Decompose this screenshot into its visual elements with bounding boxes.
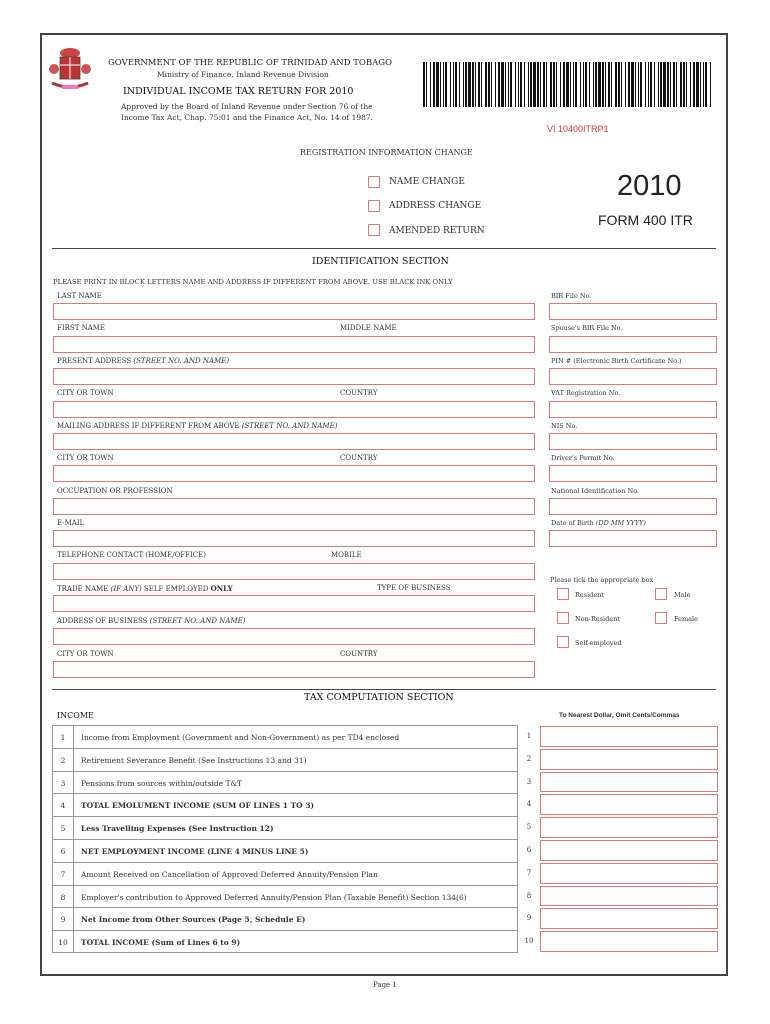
address-change-label: ADDRESS CHANGE — [389, 201, 482, 211]
column-divider — [73, 749, 74, 771]
tax-line-description: Income from Employment (Government and Non-Government) as per TD4 enclosed — [81, 733, 400, 742]
tick-instruction: Please tick the appropriate box — [550, 576, 654, 584]
tax-row — [52, 793, 518, 816]
column-divider — [73, 772, 74, 794]
national-id-label: National Identification No. — [551, 487, 640, 495]
tax-amount-field[interactable] — [540, 726, 718, 747]
tax-line-description: Less Travelling Expenses (See Instruction 12) — [81, 824, 274, 834]
tax-line-number: 9 — [60, 915, 66, 925]
nearest-dollar-note: To Nearest Dollar, Omit Cents/Commas — [559, 712, 680, 719]
present-address-label: PRESENT ADDRESS (STREET NO. AND NAME) — [57, 357, 230, 365]
resident-checkbox[interactable] — [557, 588, 569, 600]
business-type-label: TYPE OF BUSINESS — [377, 584, 451, 592]
tax-row — [52, 748, 518, 771]
tax-amount-field[interactable] — [540, 908, 718, 929]
mailing-city-label: CITY OR TOWN — [57, 454, 114, 462]
address-change-checkbox[interactable] — [368, 200, 380, 212]
tax-amount-field[interactable] — [540, 863, 718, 884]
city-country-field[interactable] — [53, 401, 535, 418]
tax-row — [52, 907, 518, 930]
tax-line-ref-number: 9 — [526, 914, 532, 923]
tax-line-ref-number: 10 — [524, 937, 534, 946]
divider — [52, 248, 716, 249]
tax-amount-field[interactable] — [540, 772, 718, 793]
tax-line-ref-number: 7 — [526, 868, 532, 877]
column-divider — [73, 886, 74, 908]
tax-amount-field[interactable] — [540, 840, 718, 861]
selfemployed-checkbox[interactable] — [557, 636, 569, 648]
female-label: Female — [674, 615, 698, 623]
tax-line-description: Net Income from Other Sources (Page 5, Schedule E) — [81, 915, 306, 925]
present-address-field[interactable] — [53, 368, 535, 385]
country-label: COUNTRY — [340, 389, 378, 397]
barcode — [423, 62, 716, 107]
male-label: Male — [674, 591, 691, 599]
tax-line-ref-number: 3 — [526, 777, 532, 786]
column-divider — [73, 817, 74, 839]
amended-return-label: AMENDED RETURN — [389, 226, 485, 236]
mobile-label: MOBILE — [331, 551, 362, 559]
column-divider — [73, 840, 74, 862]
last-name-label: LAST NAME — [57, 292, 102, 300]
tax-row — [52, 816, 518, 839]
business-city-country-field[interactable] — [53, 661, 535, 678]
registration-change-heading: REGISTRATION INFORMATION CHANGE — [300, 148, 473, 157]
bir-field[interactable] — [549, 303, 717, 320]
tax-amount-field[interactable] — [540, 749, 718, 770]
tax-line-number: 2 — [60, 755, 66, 765]
business-address-field[interactable] — [53, 628, 535, 645]
tax-line-ref-number: 1 — [526, 732, 532, 740]
column-divider — [73, 908, 74, 930]
business-country-label: COUNTRY — [340, 650, 378, 658]
tax-table — [52, 725, 718, 955]
business-address-label: ADDRESS OF BUSINESS (STREET NO. AND NAME) — [57, 617, 246, 625]
vat-label: VAT Registration No. — [551, 389, 621, 397]
telephone-field[interactable] — [53, 563, 535, 580]
name-change-checkbox[interactable] — [368, 176, 380, 188]
tax-line-ref-number: 6 — [526, 846, 532, 854]
ministry-line: Ministry of Finance, Inland Revenue Division — [157, 70, 329, 79]
coat-of-arms-logo — [48, 45, 92, 95]
column-divider — [73, 726, 74, 748]
last-name-field[interactable] — [53, 303, 535, 320]
tax-line-description: NET EMPLOYMENT INCOME (LINE 4 MINUS LINE 5) — [81, 847, 309, 856]
name-change-label: NAME CHANGE — [389, 177, 465, 187]
form-name: FORM 400 ITR — [598, 212, 693, 228]
city-label: CITY OR TOWN — [57, 389, 114, 397]
mailing-address-field[interactable] — [53, 433, 535, 450]
permit-label: Driver's Permit No. — [551, 454, 615, 462]
approval-line-2: Income Tax Act, Chap. 75:01 and the Finance Act, No. 14 of 1987. — [121, 113, 374, 122]
pin-field[interactable] — [549, 368, 717, 385]
tax-row — [52, 862, 518, 885]
tax-line-number: 8 — [60, 892, 66, 902]
tax-line-number: 6 — [60, 847, 66, 856]
tax-line-number: 7 — [60, 869, 66, 879]
tax-year: 2010 — [617, 170, 682, 202]
tax-line-description: Employer's contribution to Approved Deferred Annuity/Pension Plan (Taxable Benefit) Section 134(6) — [81, 892, 467, 902]
nis-field[interactable] — [549, 433, 717, 450]
email-field[interactable] — [53, 530, 535, 547]
occupation-label: OCCUPATION OR PROFESSION — [57, 487, 173, 495]
tax-line-ref-number: 4 — [526, 800, 532, 809]
dob-field[interactable] — [549, 530, 717, 547]
mailing-address-label: MAILING ADDRESS IF DIFFERENT FROM ABOVE (STREET NO. AND NAME) — [57, 422, 338, 430]
mailing-country-label: COUNTRY — [340, 454, 378, 462]
female-checkbox[interactable] — [655, 612, 667, 624]
tax-line-description: Amount Received on Cancellation of Approved Deferred Annuity/Pension Plan — [81, 869, 378, 879]
tax-line-description: Retirement Severance Benefit (See Instructions 13 and 31) — [81, 755, 307, 765]
tax-line-number: 1 — [60, 733, 66, 742]
vat-field[interactable] — [549, 401, 717, 418]
occupation-field[interactable] — [53, 498, 535, 515]
form-code: VI 10400ITRP1 — [547, 124, 609, 134]
permit-field[interactable] — [549, 465, 717, 482]
spouse-bir-label: Spouse's BIR File No. — [551, 324, 623, 332]
middle-name-label: MIDDLE NAME — [340, 324, 397, 332]
tax-amount-field[interactable] — [540, 886, 718, 907]
form-title: INDIVIDUAL INCOME TAX RETURN FOR 2010 — [123, 86, 354, 97]
tax-line-description: TOTAL INCOME (Sum of Lines 6 to 9) — [81, 938, 241, 948]
first-name-field[interactable] — [53, 336, 535, 353]
male-checkbox[interactable] — [655, 588, 667, 600]
column-divider — [73, 794, 74, 816]
resident-label: Resident — [575, 591, 604, 599]
business-city-label: CITY OR TOWN — [57, 650, 114, 658]
tax-line-ref-number: 8 — [526, 891, 532, 900]
tax-line-ref-number: 2 — [526, 754, 532, 763]
tax-computation-title: TAX COMPUTATION SECTION — [304, 692, 454, 703]
tax-row — [52, 885, 518, 908]
nis-label: NIS No. — [551, 422, 578, 430]
tax-row — [52, 725, 518, 748]
spouse-bir-field[interactable] — [549, 336, 717, 353]
dob-label: Date of Birth (DD MM YYYY) — [551, 519, 646, 527]
national-id-field[interactable] — [549, 498, 717, 515]
tax-line-description: TOTAL EMOLUMENT INCOME (SUM OF LINES 1 TO 3) — [81, 801, 315, 811]
telephone-label: TELEPHONE CONTACT (HOME/OFFICE) — [57, 551, 206, 559]
tax-row — [52, 771, 518, 794]
tax-row — [52, 930, 518, 953]
income-heading: INCOME — [57, 711, 94, 720]
divider — [52, 689, 716, 690]
nonresident-label: Non-Resident — [575, 615, 620, 623]
mailing-city-country-field[interactable] — [53, 465, 535, 482]
tax-line-description: Pensions from sources within/outside T&T — [81, 778, 243, 788]
first-name-label: FIRST NAME — [57, 324, 106, 332]
trade-name-field[interactable] — [53, 595, 535, 612]
selfemployed-label: Self-employed — [575, 639, 622, 647]
tax-amount-field[interactable] — [540, 794, 718, 815]
tax-amount-field[interactable] — [540, 931, 718, 952]
approval-line-1: Approved by the Board of Inland Revenue under Section 76 of the — [121, 102, 373, 111]
tax-amount-field[interactable] — [540, 817, 718, 838]
tax-line-number: 10 — [58, 938, 68, 948]
page-number: Page 1 — [373, 981, 397, 989]
tax-line-number: 4 — [60, 801, 66, 811]
bir-label: BIR File No. — [551, 292, 592, 300]
tax-row — [52, 839, 518, 862]
tax-line-number: 3 — [60, 778, 66, 788]
column-divider — [73, 931, 74, 952]
identification-instruction: PLEASE PRINT IN BLOCK LETTERS NAME AND ADDRESS IF DIFFERENT FROM ABOVE. USE BLACK INK ONLY — [53, 278, 453, 286]
amended-return-checkbox[interactable] — [368, 224, 380, 236]
trade-name-label: TRADE NAME (IF ANY) SELF EMPLOYED ONLY — [57, 584, 233, 593]
tax-line-ref-number: 5 — [526, 823, 532, 832]
identification-title: IDENTIFICATION SECTION — [312, 256, 449, 267]
email-label: E-MAIL — [57, 519, 85, 527]
nonresident-checkbox[interactable] — [557, 612, 569, 624]
column-divider — [73, 863, 74, 885]
tax-line-number: 5 — [60, 824, 66, 834]
government-line: GOVERNMENT OF THE REPUBLIC OF TRINIDAD AND TOBAGO — [108, 58, 392, 68]
pin-label: PIN # (Electronic Birth Certificate No.) — [551, 357, 682, 365]
